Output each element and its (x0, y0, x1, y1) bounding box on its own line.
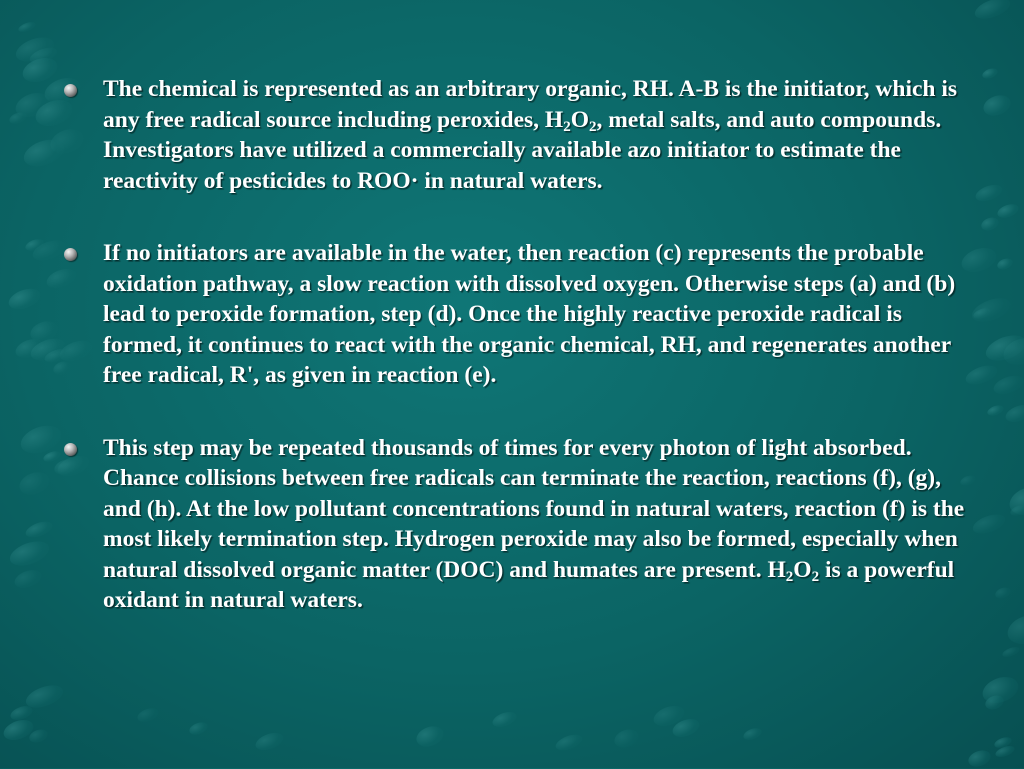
bubble-decoration (136, 706, 161, 725)
bubble-decoration (986, 403, 1005, 417)
bubble-decoration (12, 567, 44, 592)
bubble-decoration (979, 215, 1000, 232)
bubble-decoration (16, 468, 52, 498)
bubble-decoration (991, 372, 1024, 398)
bullet-item-2 (62, 238, 972, 391)
bubble-decoration (970, 511, 1007, 538)
bubble-decoration (24, 519, 55, 541)
bubble-decoration (973, 182, 1004, 205)
bubble-decoration (981, 67, 999, 81)
bubble-decoration (612, 726, 641, 751)
bubble-decoration (554, 732, 585, 754)
bullet-text-2: If no initiators are available in the water, then reaction (c) represents the probable oxidation pathway, a slow reaction with dissolved oxygen. Otherwise steps (a) and (b) lead to peroxide formation, step (d). Once the highly reactive peroxide radical is formed, it continues to react with the organic chemical, RH, and regenerates another free radical, R', as given in reaction (e). (103, 240, 956, 388)
slide-body (62, 74, 972, 658)
bubble-decoration (996, 202, 1021, 221)
bullet-icon (64, 84, 77, 97)
bullet-item-1 (62, 74, 972, 196)
bubble-decoration (1001, 645, 1021, 659)
bubble-decoration (414, 723, 447, 750)
bubble-decoration (491, 709, 519, 730)
bubble-decoration (7, 537, 53, 571)
bubble-decoration (6, 285, 43, 313)
bullet-text-1: The chemical is represented as an arbitrary organic, RH. A-B is the initiator, which is any free radical source including peroxides, $H_2O_2$, metal salts, and auto compounds. Investigators have utilized a commercially available azo initiator to estimate the reactivity of pesticides to ROO· in natural waters. (103, 76, 958, 194)
bullet-item-3 (62, 433, 972, 616)
bubble-decoration (188, 720, 210, 737)
bubble-decoration (17, 20, 37, 34)
bullet-icon (64, 443, 77, 456)
bubble-decoration (966, 748, 993, 769)
bubble-decoration (742, 726, 763, 742)
bubble-decoration (994, 586, 1012, 601)
bubble-decoration (972, 0, 1013, 23)
bubble-decoration (253, 729, 285, 753)
bubble-decoration (1004, 610, 1024, 649)
bubble-decoration (8, 110, 28, 126)
bubble-decoration (981, 92, 1014, 119)
bubble-decoration (1003, 402, 1024, 426)
bullet-text-3: This step may be repeated thousands of times for every photon of light absorbed. Chance collisions between free radicals can terminate the reaction, reactions (f), (g), and (h). At the low pollutant concentrations found in natural waters, reaction (f) is the most likely termination step. Hydrogen peroxide may also be formed, especially when natural dissolved organic matter (DOC) and humates are present. $H_2O_2$ is a powerful oxidant in natural waters. (103, 434, 965, 613)
bubble-decoration (969, 294, 1014, 327)
bubble-decoration (996, 257, 1014, 272)
bullet-icon (64, 248, 77, 261)
